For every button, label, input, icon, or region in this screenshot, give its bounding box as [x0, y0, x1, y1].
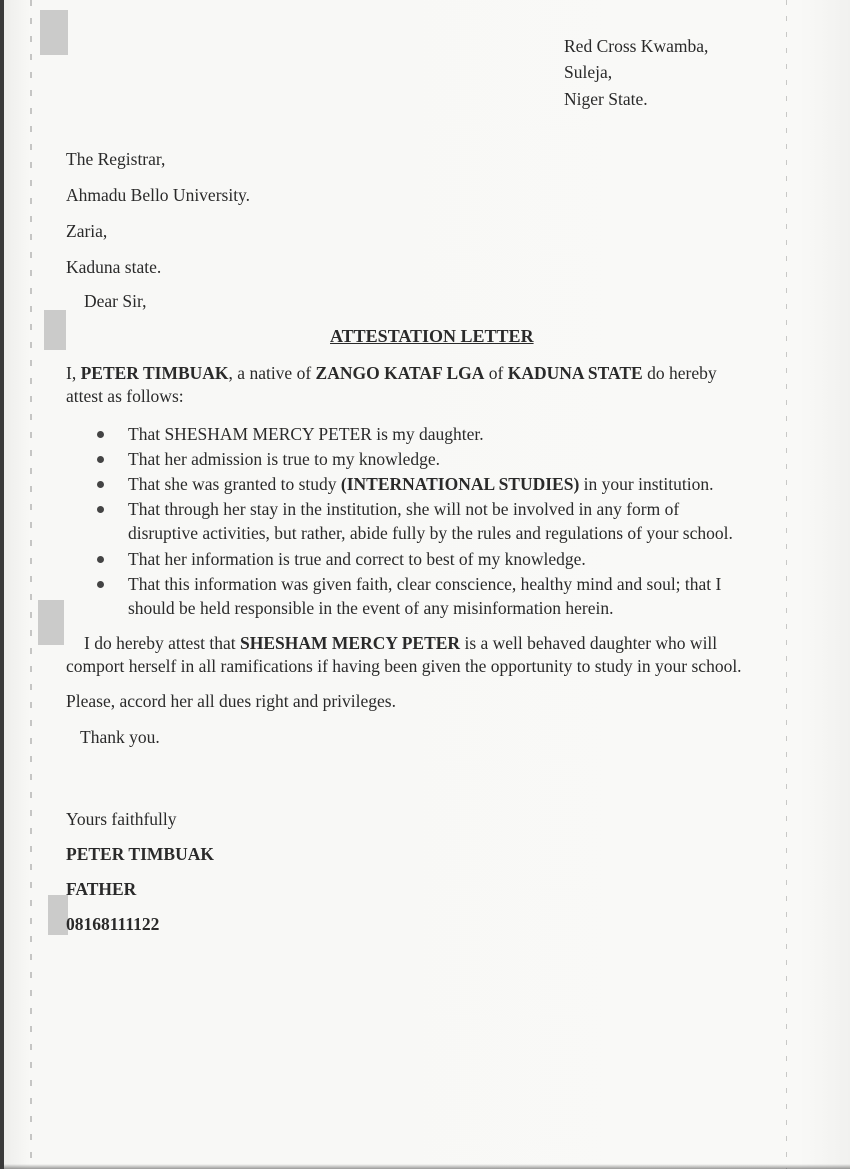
- study-program: (INTERNATIONAL STUDIES): [340, 474, 580, 494]
- scan-smudge: [44, 310, 66, 350]
- intro-lga: ZANGO KATAF LGA: [315, 363, 485, 383]
- recipient-line-3: Zaria,: [66, 221, 108, 241]
- sender-address-line-2: Suleja,: [564, 62, 613, 82]
- signatory-phone: 08168111122: [66, 914, 160, 934]
- bullet-icon: [97, 481, 104, 488]
- thanks-line: Thank you.: [80, 727, 160, 747]
- bullet-icon: [97, 581, 104, 588]
- scan-smudge: [38, 600, 64, 645]
- bullet-item-6-line-2: should be held responsible in the event of any misinformation herein.: [128, 598, 614, 618]
- salutation: Dear Sir,: [84, 291, 147, 311]
- attest-daughter-name: SHESHAM MERCY PETER: [240, 633, 461, 653]
- signatory-role: FATHER: [66, 879, 137, 899]
- attest-line-2: comport herself in all ramifications if having been given the opportunity to study in your school.: [66, 656, 742, 676]
- bullet-item-1: That SHESHAM MERCY PETER is my daughter.: [128, 424, 484, 444]
- bullet-item-2: That her admission is true to my knowledge.: [128, 449, 441, 469]
- bullet-item-4-line-2: disruptive activities, but rather, abide fully by the rules and regulations of your school.: [128, 523, 733, 543]
- intro-state: KADUNA STATE: [507, 363, 643, 383]
- signatory-name: PETER TIMBUAK: [66, 844, 214, 864]
- valediction: Yours faithfully: [66, 809, 177, 829]
- scan-smudge: [48, 895, 68, 935]
- bullet-item-5: That her information is true and correct to best of my knowledge.: [128, 549, 586, 569]
- sender-address-line-3: Niger State.: [564, 89, 648, 109]
- bullet-icon: [97, 506, 104, 513]
- attest-line-1: I do hereby attest that SHESHAM MERCY PETER is a well behaved daughter who will: [84, 633, 718, 653]
- recipient-line-1: The Registrar,: [66, 149, 166, 169]
- letter-title: ATTESTATION LETTER: [330, 326, 534, 346]
- bullet-item-6-line-1: That this information was given faith, clear conscience, healthy mind and soul; that I: [128, 574, 722, 594]
- scan-artifact-bottom: [0, 1164, 850, 1169]
- scan-artifact-right: [786, 0, 787, 1169]
- bullet-item-3: That she was granted to study (INTERNATIONAL STUDIES) in your institution.: [128, 474, 714, 494]
- intro-line-2: attest as follows:: [66, 386, 184, 406]
- intro-line-1: I, PETER TIMBUAK, a native of ZANGO KATAF LGA of KADUNA STATE do hereby: [66, 363, 717, 383]
- sender-address-line-1: Red Cross Kwamba,: [564, 36, 709, 56]
- recipient-line-2: Ahmadu Bello University.: [66, 185, 251, 205]
- scan-edge-left: [0, 0, 4, 1169]
- request-paragraph: Please, accord her all dues right and privileges.: [66, 691, 396, 711]
- bullet-icon: [97, 456, 104, 463]
- intro-father-name: PETER TIMBUAK: [80, 363, 229, 383]
- bullet-icon: [97, 556, 104, 563]
- bullet-icon: [97, 431, 104, 438]
- scan-artifact-left: [30, 0, 32, 1169]
- bullet-item-4-line-1: That through her stay in the institution, she will not be involved in any form of: [128, 499, 680, 519]
- scan-smudge: [40, 10, 68, 55]
- recipient-line-4: Kaduna state.: [66, 257, 162, 277]
